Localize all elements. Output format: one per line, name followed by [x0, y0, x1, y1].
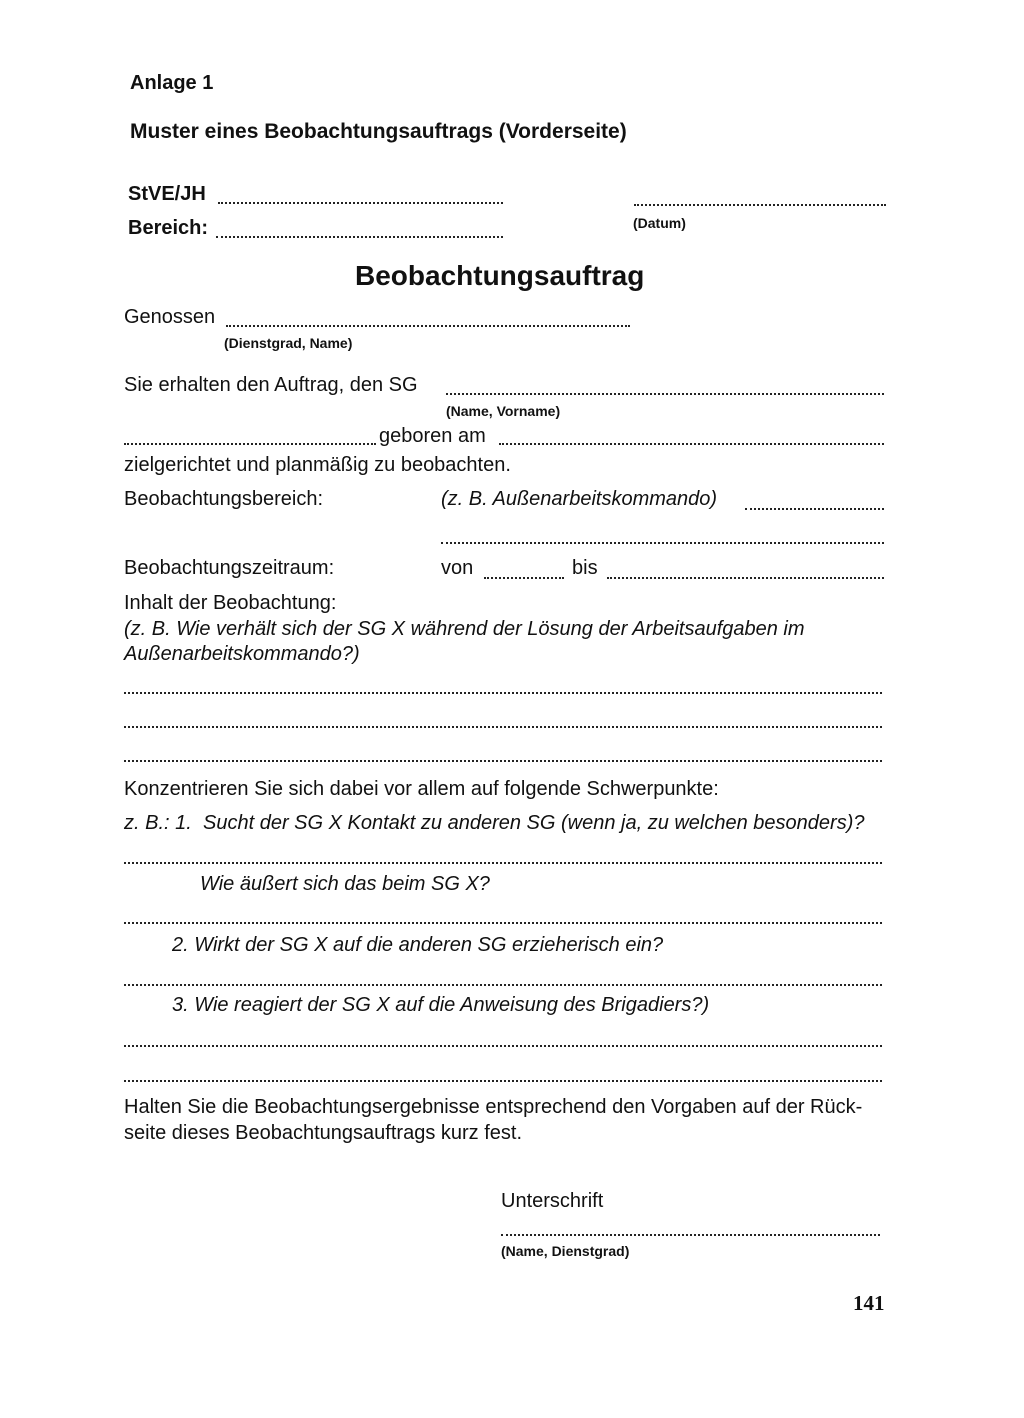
- bereich-label: Bereich:: [128, 217, 209, 239]
- document-subtitle: Muster eines Beobachtungsauftrags (Vorderseite): [130, 120, 627, 143]
- point3-field-2: [124, 1080, 882, 1082]
- point1-field: [124, 862, 882, 864]
- genossen-field: [226, 325, 630, 327]
- von-label: von: [441, 557, 474, 579]
- form-title: Beobachtungsauftrag: [355, 260, 645, 291]
- auftrag-line: Sie erhalten den Auftrag, den SG: [124, 374, 418, 396]
- halten-line1: Halten Sie die Beobachtungsergebnisse entsprechend den Vorgaben auf der Rück-: [124, 1096, 863, 1118]
- geboren-field: [499, 443, 884, 445]
- zeitraum-label: Beobachtungszeitraum:: [124, 557, 335, 579]
- datum-caption: (Datum): [633, 215, 686, 231]
- page-number: 141: [853, 1291, 885, 1315]
- von-field: [484, 577, 564, 579]
- bereich-value-field: [745, 508, 884, 510]
- datum-field: [634, 204, 886, 206]
- inhalt-field-1: [124, 692, 882, 694]
- inhalt-field-2: [124, 726, 882, 728]
- point1-prefix: z. B.: 1.: [124, 812, 192, 834]
- stve-label: StVE/JH: [128, 183, 206, 205]
- inhalt-label: Inhalt der Beobachtung:: [124, 592, 337, 614]
- geboren-label: geboren am: [379, 425, 486, 447]
- bereich-value-field-2: [441, 542, 884, 544]
- signature-label: Unterschrift: [501, 1190, 604, 1212]
- signature-caption: (Name, Dienstgrad): [501, 1243, 630, 1259]
- point1-sub-field: [124, 922, 882, 924]
- bereich-field-label: Beobachtungsbereich:: [124, 488, 324, 510]
- inhalt-example-line2: Außenarbeitskommando?): [124, 643, 360, 665]
- point3-field-1: [124, 1045, 882, 1047]
- stve-field: [218, 202, 503, 204]
- point1-text: Sucht der SG X Kontakt zu anderen SG (wenn ja, zu welchen besonders)?: [203, 812, 865, 834]
- geboren-prefix-field: [124, 443, 376, 445]
- genossen-label: Genossen: [124, 306, 216, 328]
- point1-sub-text: Wie äußert sich das beim SG X?: [200, 873, 490, 895]
- inhalt-field-3: [124, 760, 882, 762]
- konzentrieren-text: Konzentrieren Sie sich dabei vor allem auf folgende Schwerpunkte:: [124, 778, 719, 800]
- point3-text: 3. Wie reagiert der SG X auf die Anweisung des Brigadiers?): [172, 994, 710, 1016]
- bis-field: [607, 577, 884, 579]
- bereich-example: (z. B. Außenarbeitskommando): [441, 488, 718, 510]
- inhalt-example-line1: (z. B. Wie verhält sich der SG X während der Lösung der Arbeitsaufgaben im: [124, 618, 805, 640]
- signature-field: [501, 1234, 880, 1236]
- bis-label: bis: [572, 557, 598, 579]
- sg-name-field: [446, 393, 884, 395]
- point2-field: [124, 984, 882, 986]
- auftrag-caption: (Name, Vorname): [446, 403, 561, 419]
- halten-line2: seite dieses Beobachtungsauftrags kurz fest.: [124, 1122, 523, 1144]
- zielgerichtet-text: zielgerichtet und planmäßig zu beobachten.: [124, 454, 511, 476]
- genossen-caption: (Dienstgrad, Name): [224, 335, 353, 351]
- bereich-field: [216, 236, 503, 238]
- point2-text: 2. Wirkt der SG X auf die anderen SG erzieherisch ein?: [172, 934, 664, 956]
- annex-label: Anlage 1: [130, 72, 214, 94]
